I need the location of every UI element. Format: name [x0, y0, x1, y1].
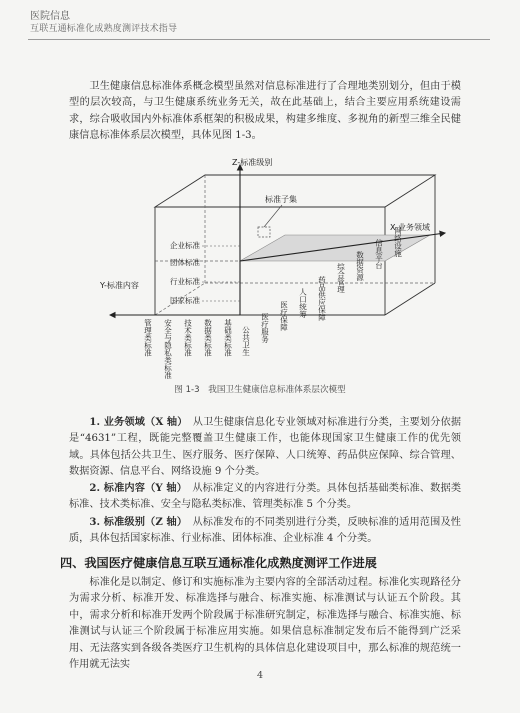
z-level-label: 团体标准	[170, 258, 200, 267]
figure-3d-model	[60, 155, 460, 385]
x-domain-label: 公共卫生	[241, 326, 251, 356]
x-domain-label: 医疗保障	[279, 301, 289, 331]
y-contents	[143, 318, 232, 381]
box-bottom-right-edge	[385, 283, 435, 315]
header-divider	[28, 39, 490, 40]
intro-paragraph: 卫生健康信息标准体系概念模型虽然对信息标准进行了合理地类别划分，但由于模型的层次较高，与卫生健康系统业务无关，故在此基础上，结合主要应用系统建设需求，综合吸收国内外标准体系框架的积极成果，构建多维度、多视角的新型三维全民健康信息标准体系层次模型，具体见图 1-3。	[69, 81, 461, 142]
z-axis-label: Z-标准级别	[232, 158, 273, 167]
z-level-label: 行业标准	[170, 277, 200, 286]
list-label: 1. 业务领域（X 轴）	[89, 416, 183, 428]
running-header	[30, 10, 500, 35]
z-level-label: 国家标准	[170, 296, 200, 305]
y-axis-label: Y-标准内容	[100, 281, 139, 290]
x-domain-label: 网络设施	[393, 227, 403, 257]
x-domain-label: 信息平台	[374, 239, 384, 269]
x-domain-label: 药品供应保障	[317, 276, 327, 321]
z-level-label: 企业标准	[170, 241, 200, 250]
list-item-y-axis	[69, 480, 461, 514]
x-domain-label: 数据资源	[355, 251, 365, 281]
subset-cube	[258, 227, 270, 237]
list-item-z-axis	[69, 514, 461, 548]
section-paragraph: 标准化是以制定、修订和实施标准为主要内容的全部活动过程。标准化实现路径分为需求分析、标准开发、标准选择与融合、标准实施、标准测试与认证五个阶段。其中，需求分析和标准开发两个阶段属于标准研究制定，标准选择与融合、标准实施、标准测试与认证三个阶段属于标准应用实施。如果信息标准制定发布后不能得到广泛采用、无法落实到各级各类医疗卫生机构的具体信息化建设项目中，那么标准的规范统一作用就无法实	[69, 577, 461, 671]
y-content-label: 管理类标准	[143, 319, 153, 357]
header-subtitle: 互联互通标准化成熟度测评技术指导	[30, 24, 178, 34]
list-label: 3. 标准级别（Z 轴）	[89, 516, 183, 528]
list-label: 2. 标准内容（Y 轴）	[89, 482, 182, 494]
figure-caption: 图 1-3 我国卫生健康信息标准体系层次模型	[174, 385, 346, 395]
list-text: 从标准定义的内容进行分类。具体包括基础类标准、数据类标准、技术类标准、安全与隐私类标准、管理类标准 5 个分类。	[69, 483, 462, 511]
list-item-x-axis	[69, 414, 461, 481]
y-content-label: 基础类标准	[223, 319, 233, 357]
standards-cube-diagram	[60, 155, 460, 385]
x-domain-label: 人口统筹	[298, 288, 308, 318]
x-domain-label: 综合管理	[336, 263, 346, 293]
y-content-label: 数据类标准	[203, 319, 213, 357]
x-domain-label: 医疗服务	[260, 313, 270, 343]
header-title: 医院信息	[30, 11, 70, 22]
section-heading: 四、我国医疗健康信息互联互通标准化成熟度测评工作进展	[60, 556, 377, 570]
page-number: 4	[256, 670, 264, 681]
list-text: 从卫生健康信息化专业领域对标准进行分类，主要划分依据是“4631”工程，既能完整覆盖卫生健康工作，也能体现国家卫生健康工作的优先领域。具体包括公共卫生、医疗服务、医疗保障、人口统筹、药品供应保障、综合管理、数据资源、信息平台、网络设施 9 个分类。	[69, 417, 462, 478]
y-content-label: 安全与隐私类标准	[163, 319, 173, 379]
x-axis-label: X-业务领域	[390, 223, 430, 232]
y-content-label: 技术类标准	[183, 319, 193, 357]
list-text: 从标准发布的不同类别进行分类，反映标准的适用范围及性质，具体包括国家标准、行业标准、团体标准、企业标准 4 个分类。	[69, 517, 461, 545]
subset-label: 标准子集	[265, 195, 297, 204]
